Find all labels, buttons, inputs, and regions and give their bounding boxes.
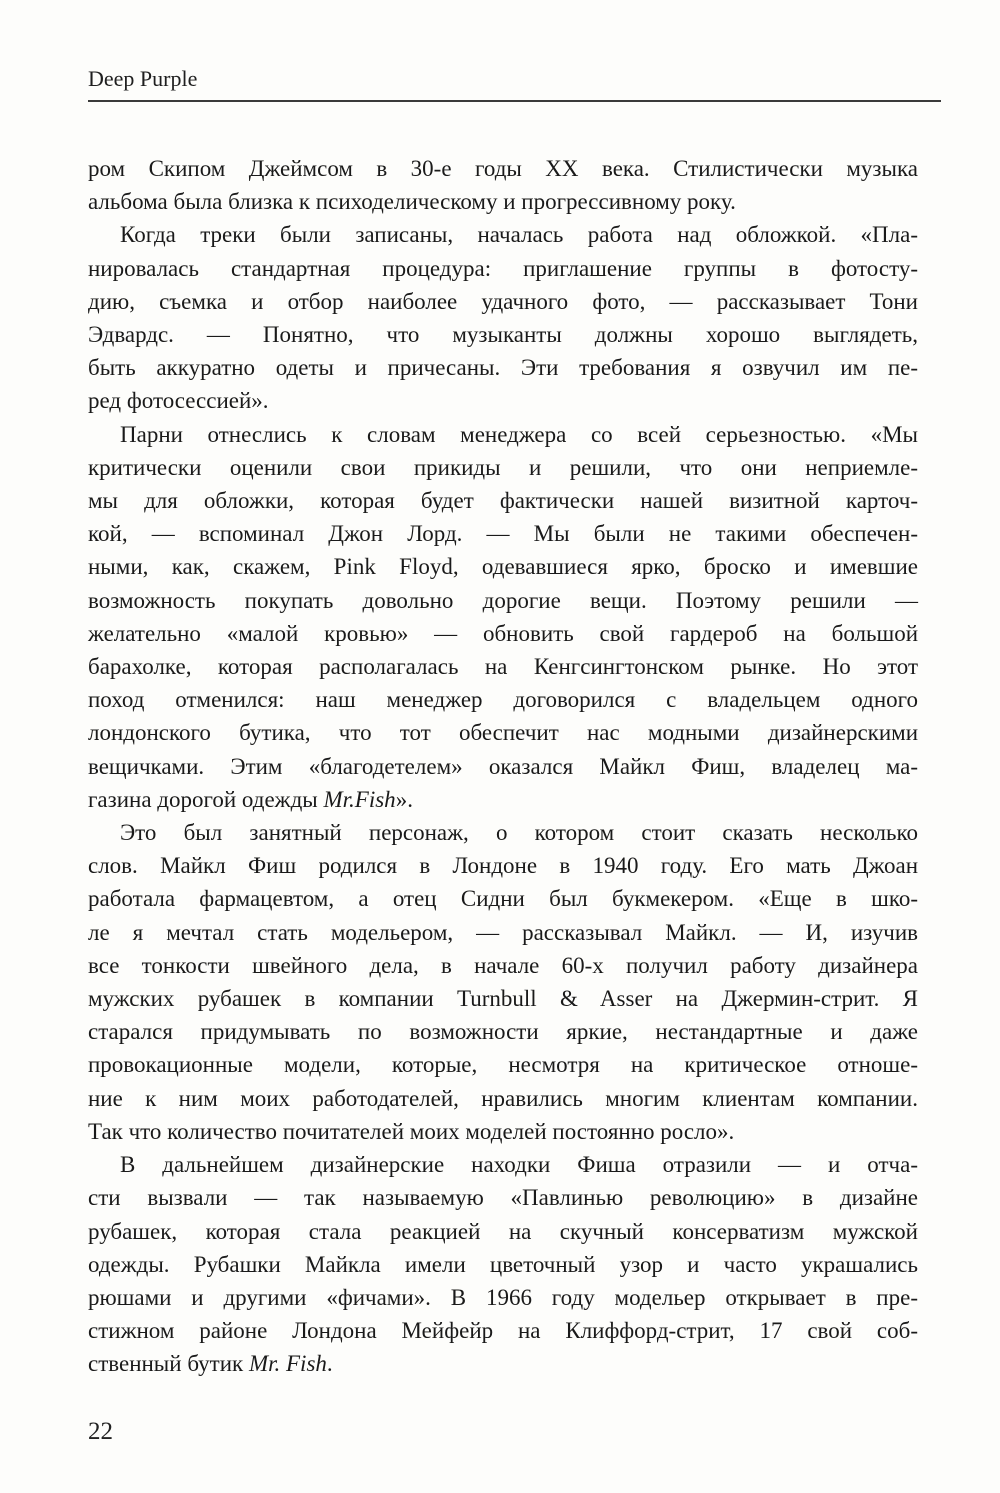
text-line: Когда треки были записаны, началась работа над обложкой. «Пла- xyxy=(120,222,918,248)
running-head: Deep Purple xyxy=(88,66,198,91)
text-line: барахолке, которая располагалась на Кенгсингтонском рынке. Но этот xyxy=(88,654,918,680)
text-line: сти вызвали — так называемую «Павлинью революцию» в дизайне xyxy=(88,1185,918,1211)
text-line: провокационные модели, которые, несмотря на критическое отноше- xyxy=(88,1052,918,1078)
text-line: дию, съемка и отбор наиболее удачного фото, — рассказывает Тони xyxy=(88,288,918,314)
text-line: старался придумывать по возможности яркие, нестандартные и даже xyxy=(88,1019,918,1045)
text-line: ред фотосессией». xyxy=(88,388,269,414)
text-line: рубашек, которая стала реакцией на скучный консерватизм мужской xyxy=(88,1218,918,1244)
paragraph xyxy=(88,152,918,218)
paragraph xyxy=(88,418,918,816)
text-line: Парни отнеслись к словам менеджера со всей серьезностью. «Мы xyxy=(120,421,918,447)
paragraph xyxy=(88,816,918,1148)
text-line: мужских рубашек в компании Turnbull & Asser на Джермин-стрит. Я xyxy=(88,986,918,1012)
text-line: рюшами и другими «фичами». В 1966 году модельер открывает в пре- xyxy=(88,1284,918,1310)
text-line: ственный бутик Mr. Fish. xyxy=(88,1351,333,1377)
text-line: ние к ним моих работодателей, нравились многим клиентам компании. xyxy=(88,1085,918,1111)
text-line: мы для обложки, которая будет фактически нашей визитной карточ- xyxy=(88,488,918,514)
text-line: критически оценили свои прикиды и решили, что они неприемле- xyxy=(88,454,918,480)
text-line: Это был занятный персонаж, о котором стоит сказать несколько xyxy=(120,820,918,846)
text-line: ными, как, скажем, Pink Floyd, одевавшиеся ярко, броско и имевшие xyxy=(88,554,918,580)
text-line: одежды. Рубашки Майкла имели цветочный узор и часто украшались xyxy=(88,1251,918,1277)
text-line: быть аккуратно одеты и причесаны. Эти требования я озвучил им пе- xyxy=(88,355,918,381)
page-number: 22 xyxy=(88,1418,113,1445)
text-line: газина дорогой одежды Mr.Fish». xyxy=(88,786,413,812)
text-line: нировалась стандартная процедура: приглашение группы в фотосту- xyxy=(88,255,918,281)
page-header xyxy=(88,66,941,102)
text-line: все тонкости швейного дела, в начале 60-х получил работу дизайнера xyxy=(88,952,918,978)
text-line: лондонского бутика, что тот обеспечит нас модными дизайнерскими xyxy=(88,720,918,746)
text-body xyxy=(88,152,918,1381)
paragraph xyxy=(88,1148,918,1380)
text-line: желательно «малой кровью» — обновить свой гардероб на большой xyxy=(88,620,918,646)
text-line: альбома была близка к психоделическому и прогрессивному року. xyxy=(88,189,736,215)
text-line: слов. Майкл Фиш родился в Лондоне в 1940 году. Его мать Джоан xyxy=(88,853,918,879)
paragraph xyxy=(88,218,918,417)
text-line: Эдвардс. — Понятно, что музыканты должны хорошо выглядеть, xyxy=(88,322,918,348)
text-line: поход отменился: наш менеджер договорился с владельцем одного xyxy=(88,687,918,713)
text-line: Так что количество почитателей моих моделей постоянно росло». xyxy=(88,1118,735,1144)
text-line: возможность покупать довольно дорогие вещи. Поэтому решили — xyxy=(88,587,918,613)
header-rule xyxy=(88,100,941,102)
text-line: ром Скипом Джеймсом в 30-е годы XX века. Стилистически музыка xyxy=(88,156,918,181)
text-line: стижном районе Лондона Мейфейр на Клиффорд-стрит, 17 свой соб- xyxy=(88,1318,918,1344)
text-line: вещичками. Этим «благодетелем» оказался Майкл Фиш, владелец ма- xyxy=(88,753,918,779)
text-line: ле я мечтал стать модельером, — рассказывал Майкл. — И, изучив xyxy=(88,919,918,945)
text-line: кой, — вспоминал Джон Лорд. — Мы были не такими обеспечен- xyxy=(88,521,918,547)
text-line: работала фармацевтом, а отец Сидни был букмекером. «Еще в шко- xyxy=(88,886,918,912)
text-line: В дальнейшем дизайнерские находки Фиша отразили — и отча- xyxy=(120,1152,918,1178)
